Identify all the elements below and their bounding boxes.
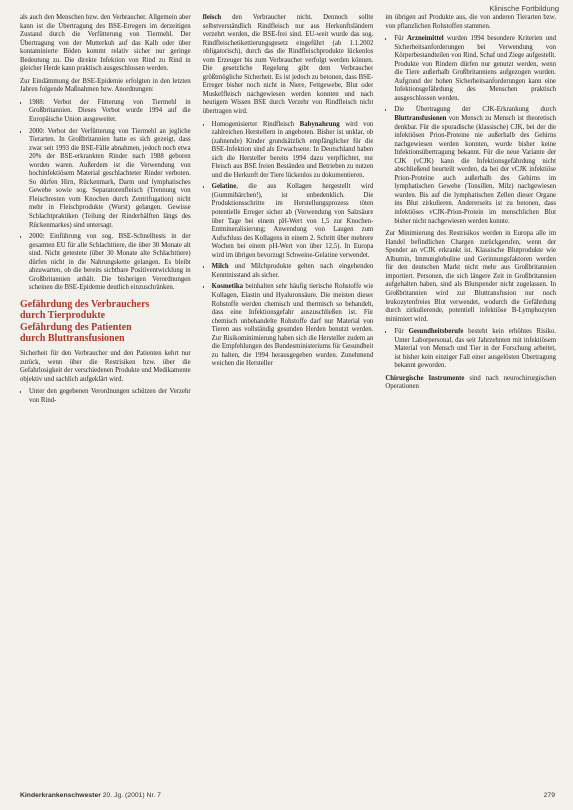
intro-paragraph: als auch den Menschen bzw. den Verbraucher. Allgemein aber kann ist die Übertragung des BSE-Erregers im derzeitigen Zustand durch die Verfütterung von Tiermehl. Der Übertragung von der Mutterkuh auf das Kalb oder über kontaminierte Böden kommt relativ sicher nur geringe Bedeutung zu. Die direkte Infektion von Rind zu Rind in gleicher Herde kann praktisch ausgeschlossen werden. (20, 14, 191, 73)
issue-info: 20. Jg. (2001) Nr. 7 (100, 792, 161, 799)
surgery-paragraph (385, 375, 556, 392)
publication-info (20, 792, 161, 799)
column-3 (385, 14, 556, 784)
item-prefix: Die Übertragung der CJK-Erkrankung durch (394, 106, 557, 114)
list-item: • 2000: Einführung von sog. BSE-Schnelltests in der gesamten EU für alle Schlachttiere, die über 30 Monate alt sind. Nicht getestete (über 30 Monate alte Schlachttiere) dürfen nicht in die Nahrungskette gelangen. Es bleibt abzuwarten, ob die bereits sichtbare Positiventwicklung in Großbritannien anhält. Die bisherigen Verordnungen scheinen die BSE-Epidemie deutlich einzuschränken. (29, 233, 191, 293)
list-item (212, 121, 374, 181)
item-text: und Milchprodukte gelten nach eingehenden Kenntnisstand als sicher. (211, 263, 374, 279)
bold-term: Bluttransfusionen (394, 115, 447, 123)
bold-term: Milch (211, 263, 229, 271)
list-item: • 2000: Verbot der Verfütterung von Tiermehl an jegliche Tierarten. In Großbritannien hatte es sich gezeigt, dass zwar seit 1993 die BSE-Fälle abnahmen, jedoch noch etwa 20% der BSE-erkrankten Rinder nach 1988 geboren worden waren. Außerdem ist die Verwendung von hochinfektiösem Material geschlachteter Rinder verboten. So dürfen Hirn, Rückenmark, Darm und lymphatisches Gewebe sowie sog. Separatorenfleisch (Trennung von Fleischresten vom Knochen durch Zentrifugation) nicht mehr in Fleischprodukte (Wurst) gelangen. Gewisse Schlachtpraktiken (Teilung der Rinderhälften längs des Rückenmarkes) sind untersagt. (29, 128, 191, 231)
bold-term: Arzneimittel (407, 35, 444, 43)
measures-paragraph: Zur Minimierung des Restrisikos werden in Europa alle im Handel befindlichen Chargen zurückgerufen, wenn der Spender an vCJK erkrankt ist. Klassische Blutprodukte wie Albumin, Immunglobuline und Gerinnungsfaktoren werden für den deutschen Markt nicht mehr aus Großbritannien importiert. Personen, die sich längere Zeit in Großbritannien aufgehalten haben, sind als Blutspender nicht zugelassen. In Großbritannien wird zur Bluttransfusion nur noch leukozytenfreies Blut verwendet, wodurch die Gefährdung durch zirkulierende, potentiell infektiöse B-Lymphozyten minimiert wird. (385, 230, 557, 323)
medical-list (385, 35, 556, 226)
heading-line: Gefährdung des Patienten (20, 321, 132, 333)
item-text: , die aus Kollagen hergestellt wird (Gummibärchen!), ist unbedenklich. Die Produktionsschritte im Herstellungsprozess töten potentielle Erreger sicher ab (Verwendung von Salzsäure über Tage bei einem pH-Wert von 1,5 zur Knochen-Entmineralisierung; Anwendung von Laugen zum Aufschluss des Kollagens in einem 2. Schritt über mehrere Wochen bei einem pH-Wert von über 12,5). In Europa wird im übrigen bevorzugt Schweine-Gelatine verwendet. (211, 183, 374, 259)
consumer-list (20, 388, 191, 405)
heading-line: durch Tierprodukte (20, 310, 106, 322)
column-1 (20, 14, 191, 784)
paragraph-text: sind nach neurochirurgischen Operationen (385, 374, 557, 391)
list-item (212, 263, 374, 280)
page-number: 279 (543, 792, 555, 799)
item-label: Homogenisierter Rindfleisch (211, 120, 295, 128)
item-text: wurden 1994 besondere Kriterien und Sicherheitsanforderungen bei Verwendung von Körperbestandteilen von Rind, Schaf und Ziege aufgestellt. Produkte von Rindern dürfen nur genutzt werden, wenn die Tiere außerhalb Großbritanniens aufgezogen wurden. Aufgrund der hohen Sicherheitsanforderungen kann eine Infektionsgefährdung des Menschen praktisch ausgeschlossen werden. (394, 35, 557, 102)
page-footer (20, 792, 555, 799)
heading-line: durch Bluttransfusionen (20, 333, 125, 345)
column-2 (203, 14, 374, 784)
list-item (212, 183, 374, 260)
paragraph-text: den Verbraucher nicht. Dennoch sollte selbstverständlich Rindfleisch nur aus Herkunftsländern verzehrt werden, die BSE-frei sind. EU-weit wurde das sog. Rindfleischetikettierungsgesetz eingeführt (ab 1.1.2002 obligatorisch), durch das die Rindfleischprodukte lückenlos vom Erzeuger bis zum Verbraucher verfolgt werden können. Die gesetzliche Regelung gibt dem Verbraucher größtmögliche Sicherheit. Es ist jedoch zu betonen, dass BSE-Erreger bisher noch nicht in Niere, Fettgewebe, Blut oder Muskelfleisch nachgewiesen werden konnten und nach heutigem Wissen BSE durch Verzehr von Rindfleisch nicht übertragen wird. (202, 14, 374, 116)
heading-line: Gefährdung des Verbrauchers (20, 298, 150, 310)
list-item: • 1988: Verbot der Fütterung von Tiermehl in Großbritannien. Dieses Verbot wurde 1994 auf die Europäische Union ausgeweitet. (29, 99, 191, 125)
beef-paragraph (203, 14, 374, 117)
item-text: beinhalten sehr häufig tierische Rohstoffe wie Kollagen, Elastin und Hyaluronsäure. Die meisten dieser Rohstoffe werden chemisch und thermisch so behandelt, dass eine Infektionsgefahr auszuschließen ist. Für chemisch unbehandelte Rohstoffe darf nur Material von Tieren aus vollständig gesunden Herden benutzt werden. Zur Risikominimierung haben sich die Hersteller zudem an die Empfehlungen des Bundesministeriums für Gesundheit zu halten, die 1994 herausgegeben wurden. Zunehmend weichen die Hersteller (211, 283, 374, 368)
publication-name: Kinderkrankenschwester (20, 792, 101, 799)
health-list (385, 328, 556, 371)
section-title: Klinische Fortbildung (489, 4, 559, 13)
measures-list (20, 99, 191, 293)
bold-term: Chirurgische Instrumente (385, 374, 465, 382)
item-prefix: Für (394, 328, 409, 336)
bold-term: Kosmetika (211, 283, 244, 291)
products-list (203, 121, 374, 369)
item-text: besteht kein erhöhtes Risiko. Unter Laborpersonal, das seit Jahrzehnten mit infektiösem Material von Mensch und Tier in der Forschung arbeitet, ist bisher kein einziger Fall einer ausgelösten Übertragung bekannt geworden. (394, 328, 557, 370)
list-item (394, 328, 556, 371)
item-text: von Mensch zu Mensch ist theoretisch denkbar. Für die sporadische (klassische) CJK, bei der die infektiösen Prion-Proteine nie außerhalb des Gehirns nachgewiesen werden konnten, wurde bisher keine Infektionsübertragung bekannt. Für die neue Variante der CJK (vCJK) kann die Infektionsgefährdung nicht abschließend beurteilt werden, da bei der vCJK infektiöse Prion-Proteine auch außerhalb des Gehirns im lymphatischen Gewebe (Tonsillen, Milz) nachgewiesen wurden. Bis auf die lymphatischen Zellen dieser Organe ins Blut zirkulieren. Andererseits ist zu betonen, dass infektiöses vCJK-Prion-Protein im menschlichen Blut bisher nicht nachgewiesen werden konnte. (394, 115, 557, 225)
list-item: • Unter den gegebenen Verordnungen schützen der Verzehr von Rind- (29, 388, 191, 405)
list-item (394, 106, 556, 226)
section-heading (20, 299, 191, 345)
bold-term: Gesundheitsberufe (408, 328, 464, 336)
article-body (20, 14, 556, 784)
intro-paragraph: im übrigen auf Produkte aus, die von anderen Tierarten bzw. von pflanzlichen Rohstoffen stammen. (385, 14, 557, 30)
list-item (394, 35, 556, 103)
item-prefix: Für (394, 35, 408, 43)
list-item (212, 283, 374, 368)
safety-paragraph: Sicherheit für den Verbraucher und den Patienten kehrt nur zurück, wenn über die Restrisiken bzw. über die Gefahrlosigkeit der verschiedenen Produkte und Medikamente objektiv und sachlich aufgeklärt wird. (20, 349, 191, 383)
bold-term: Babynahrung (299, 120, 340, 128)
bold-term: fleisch (202, 14, 222, 21)
item-text: wird von zahlreichen Herstellern in angeboten. Bisher ist unklar, ob (zahnende) Kinder grundsätzlich empfänglicher für die BSE-Infektion sind als Erwachsene. In Deutschland haben sich die Hersteller bereits 1994 dazu verpflichtet, nur Fleisch aus BSE freien Beständen und Betrieben zu nutzen und die Herkunft der Tiere lückenlos zu dokumentieren. (211, 120, 374, 179)
measures-intro: Zur Eindämmung der BSE-Epidemie erfolgten in den letzten Jahren folgende Maßnahmen bzw. Anordnungen: (20, 77, 191, 94)
bold-term: Gelatine (211, 183, 237, 191)
